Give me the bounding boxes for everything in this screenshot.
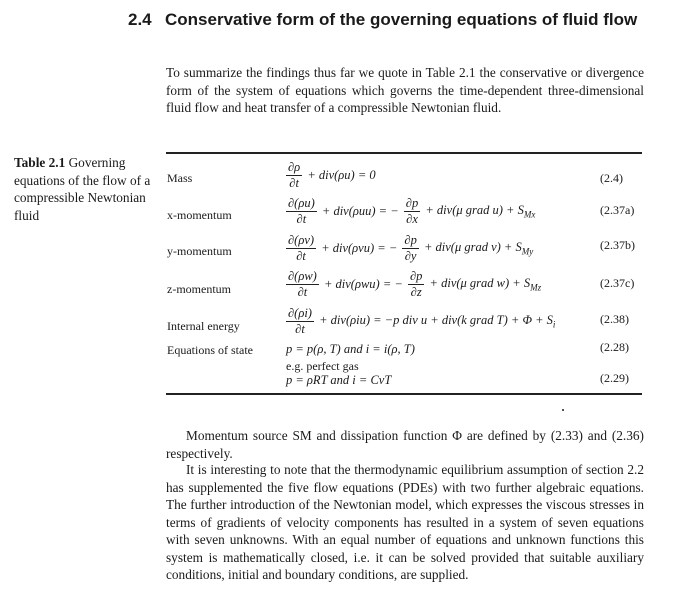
equation-state: p = p(ρ, T) and i = i(ρ, T) <box>286 342 415 356</box>
section-title: Conservative form of the governing equations of fluid flow <box>165 10 638 29</box>
intro-paragraph: To summarize the findings thus far we quote in Table 2.1 the conservative or divergence form of the system of equations which governs the time-dependent three-dimensional fluid flow and heat transfer of a compressible Newtonian fluid. <box>166 65 644 115</box>
equation-number: (2.37b) <box>600 238 635 252</box>
fraction: $\frac{\partial(\rho w)}{\partial t}$ <box>288 269 317 299</box>
row-label-equations-of-state: Equations of state <box>167 343 253 357</box>
equation-number: (2.4) <box>600 171 623 185</box>
equation-perfect-gas: p = ρRT and i = CvT <box>286 373 392 387</box>
equation-number: (2.37c) <box>600 276 635 290</box>
table-caption-text: Governing equations of the flow of a compressible Newtonian fluid <box>14 155 151 223</box>
table-bottom-rule <box>166 393 642 395</box>
equation-y-momentum: $\frac{\partial(\rho v)}{\partial t}$ + div(ρvu) = − $\frac{\partial p}{\partial y}$ + div(μ grad $v) + S_{My}$ <box>288 233 534 263</box>
equation-x-momentum: $\frac{\partial(\rho u)}{\partial t}$ + div(ρuu) = − $\frac{\partial p}{\partial x}$ + div(μ grad $u) + S_{Mx}$ <box>288 196 536 226</box>
equation-mass: $\frac{\partial\rho}{\partial t}$ + div(ρu) = 0 <box>288 160 376 190</box>
section-number: 2.4 <box>128 10 152 29</box>
row-label-mass: Mass <box>167 171 193 185</box>
table-caption <box>14 154 156 224</box>
row-label-x-momentum: x-momentum <box>167 208 232 222</box>
speck <box>562 409 564 411</box>
fraction: $\frac{\partial p}{\partial y}$ <box>404 233 417 263</box>
body-paragraph-1: Momentum source SM and dissipation function Φ are defined by (2.33) and (2.36) respectively. <box>166 428 644 461</box>
fraction: $\frac{\partial(\rho u)}{\partial t}$ <box>288 196 315 226</box>
body-paragraph-2: It is interesting to note that the thermodynamic equilibrium assumption of section 2.2 has supplemented the five flow equations (PDEs) with two further algebraic equations. The further introduction of the Newtonian model, which expresses the viscous stresses in terms of gradients of velocity components has resulted in a system of seven equations with seven unknowns. With an equal number of equations and unknown functions this system is mathematically closed, i.e. it can be solved provided that suitable auxiliary conditions, initial and boundary conditions, are supplied. <box>166 462 644 582</box>
equation-number: (2.28) <box>600 340 629 354</box>
equation-number: (2.38) <box>600 312 629 326</box>
table-caption-label: Table 2.1 <box>14 155 66 170</box>
example-note: e.g. perfect gas <box>286 359 359 373</box>
fraction: $\frac{\partial p}{\partial x}$ <box>405 196 419 226</box>
row-label-y-momentum: y-momentum <box>167 244 232 258</box>
row-label-z-momentum: z-momentum <box>167 282 231 296</box>
equation-number: (2.29) <box>600 371 629 385</box>
fraction: $\frac{\partial(\rho i)}{\partial t}$ <box>288 306 312 336</box>
fraction: $\frac{\partial\rho}{\partial t}$ <box>288 160 301 190</box>
row-label-internal-energy: Internal energy <box>167 319 240 333</box>
equation-internal-energy: $\frac{\partial(\rho i)}{\partial t}$ + div(ρiu) = −p div u + div(k grad $T) + \Phi + S_i$ <box>288 306 556 336</box>
table-top-rule <box>166 152 642 154</box>
fraction: $\frac{\partial p}{\partial z}$ <box>409 269 423 299</box>
equation-number: (2.37a) <box>600 203 635 217</box>
equation-z-momentum: $\frac{\partial(\rho w)}{\partial t}$ + div(ρwu) = − $\frac{\partial p}{\partial z}$ + div(μ grad $w) + S_{Mz}$ <box>288 269 542 299</box>
fraction: $\frac{\partial(\rho v)}{\partial t}$ <box>288 233 315 263</box>
